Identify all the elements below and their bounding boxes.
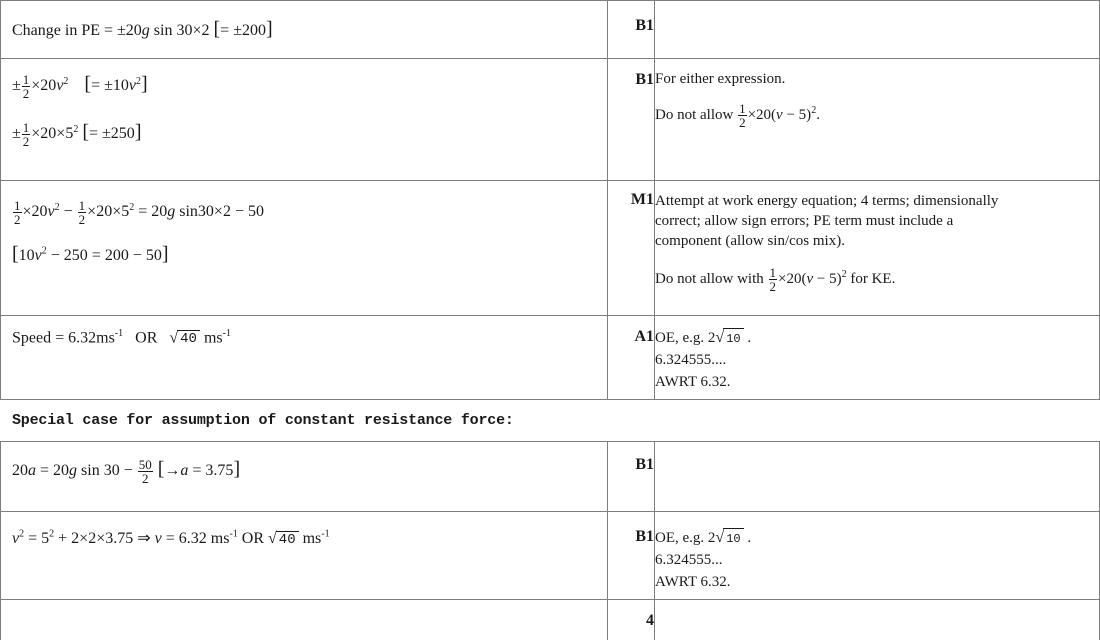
working-line: $\frac{1}{2}$ $\times 20v^2$ − $\frac{1}{2}$ $\times 20\times 5^2 = 20g$ sin30×2 − 50 [14,198,264,227]
note-line: component (allow sin/cos mix). [655,233,845,249]
note-line: OE, e.g. 2√ 10 . [655,328,1095,349]
note-line: correct; allow sign errors; PE term must include a [655,213,954,229]
table-row [0,441,1100,511]
table-row [0,511,1100,599]
table-row [0,0,1100,58]
note-line: Do not allow $\frac{1}{2}$ $\times 20(v - 5)^2$. [655,101,820,131]
table-row-total [0,599,1100,640]
working-line: 20a = 20g sin 30 − $\frac{50}{2}$ [→a = 3.75] [12,457,241,486]
note-line: 6.324555.... [655,352,727,368]
note-line: For either expression. [655,71,786,87]
mark-code: B1 [635,528,654,545]
note-line: AWRT 6.32. [655,374,731,390]
mark-code: B1 [635,71,654,88]
mark-code: B1 [635,456,654,473]
note-line: Attempt at work energy equation; 4 terms; dimensionally [655,193,999,209]
working-line: $[10v^2 - 250 = 200 - 50]$ [12,243,169,265]
note-line: Do not allow with $\frac{1}{2}$ $\times 20(v - 5)^2$ for KE. [655,265,896,295]
mark-code: A1 [634,328,654,345]
working-line: Change in PE = ±20g sin 30×2 [= ±200] [12,18,273,40]
mark-code: M1 [630,191,654,208]
table-row [0,58,1100,180]
special-case-heading: Special case for assumption of constant resistance force: [12,412,514,429]
working-line: ± $\frac{1}{2}$ $\times 20\times 5^2$ [= ±250] [12,120,142,149]
note-line: AWRT 6.32. [655,574,731,590]
table-row [0,180,1100,315]
working-line: Speed = $6.32ms^{-1}$ OR √ 40 $ms^{-1}$ [12,328,231,348]
total-marks: 4 [646,612,654,629]
working-line: $v^2 = 5^2 + 2\times 2\times 3.75$ ⇒ v = 6.32 $ms^{-1}$ OR √ 40 $ms^{-1}$ [12,528,330,548]
working-line: ± $\frac{1}{2}$ $\times 20v^2$ [= $\pm 10v^2$] [12,72,148,101]
note-line: OE, e.g. 2√ 10 . [655,528,1095,549]
special-case-row [0,399,1100,441]
table-row [0,315,1100,399]
mark-code: B1 [635,17,654,34]
note-line: 6.324555... [655,552,723,568]
